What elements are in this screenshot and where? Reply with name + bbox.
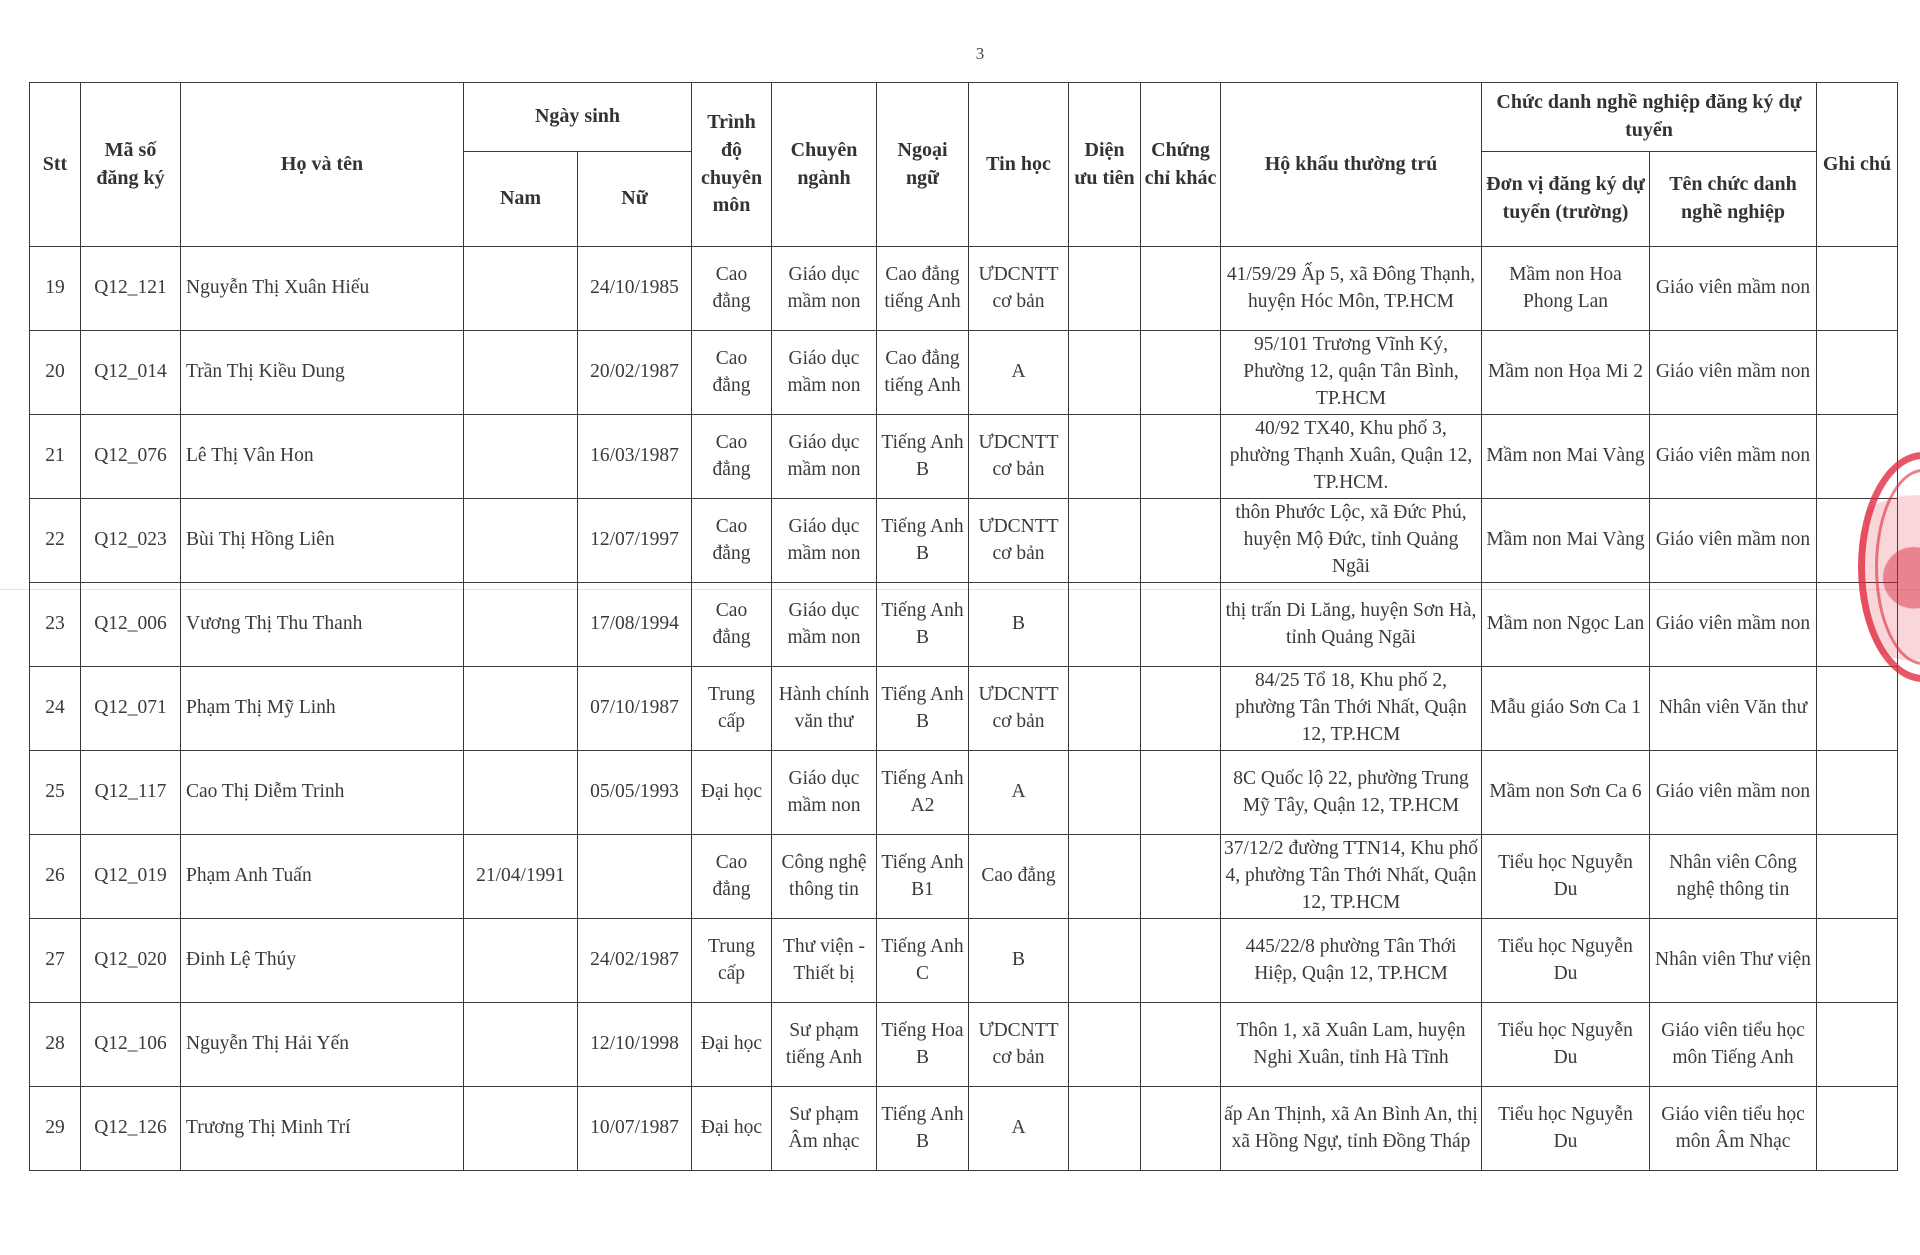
cell-it-skill: ƯDCNTT cơ bản bbox=[969, 499, 1069, 583]
table-row bbox=[30, 247, 1898, 331]
cell-stt: 25 bbox=[30, 751, 81, 835]
cell-qualification: Đại học bbox=[692, 751, 772, 835]
cell-foreign-language: Tiếng Anh B bbox=[877, 499, 969, 583]
cell-stt: 26 bbox=[30, 835, 81, 919]
cell-full-name: Lê Thị Vân Hon bbox=[181, 415, 464, 499]
cell-position-title: Giáo viên mầm non bbox=[1650, 415, 1817, 499]
cell-stt: 24 bbox=[30, 667, 81, 751]
cell-position-title: Giáo viên mầm non bbox=[1650, 247, 1817, 331]
cell-school: Tiểu học Nguyễn Du bbox=[1482, 1087, 1650, 1171]
cell-stt: 21 bbox=[30, 415, 81, 499]
cell-position-title: Giáo viên mầm non bbox=[1650, 583, 1817, 667]
cell-school: Mầm non Sơn Ca 6 bbox=[1482, 751, 1650, 835]
cell-foreign-language: Tiếng Anh B bbox=[877, 415, 969, 499]
page-number: 3 bbox=[975, 44, 985, 63]
cell-major: Giáo dục mầm non bbox=[772, 751, 877, 835]
cell-priority bbox=[1069, 583, 1141, 667]
cell-major: Hành chính văn thư bbox=[772, 667, 877, 751]
cell-full-name: Đinh Lệ Thúy bbox=[181, 919, 464, 1003]
header-residence: Hộ khẩu thường trú bbox=[1221, 83, 1482, 247]
cell-stt: 29 bbox=[30, 1087, 81, 1171]
cell-position-title: Giáo viên tiểu học môn Tiếng Anh bbox=[1650, 1003, 1817, 1087]
cell-other-certificates bbox=[1141, 415, 1221, 499]
cell-major: Công nghệ thông tin bbox=[772, 835, 877, 919]
cell-residence: 95/101 Trương Vĩnh Ký, Phường 12, quận Tân Bình, TP.HCM bbox=[1221, 331, 1482, 415]
header-date-of-birth: Ngày sinh bbox=[464, 83, 692, 152]
cell-residence: ấp An Thịnh, xã An Bình An, thị xã Hồng Ngự, tỉnh Đồng Tháp bbox=[1221, 1087, 1482, 1171]
cell-priority bbox=[1069, 331, 1141, 415]
cell-qualification: Cao đẳng bbox=[692, 415, 772, 499]
cell-dob-female bbox=[578, 835, 692, 919]
cell-major: Thư viện - Thiết bị bbox=[772, 919, 877, 1003]
cell-notes bbox=[1817, 667, 1898, 751]
cell-position-title: Giáo viên mầm non bbox=[1650, 499, 1817, 583]
cell-other-certificates bbox=[1141, 583, 1221, 667]
cell-registration-code: Q12_020 bbox=[81, 919, 181, 1003]
table-row bbox=[30, 499, 1898, 583]
header-full-name: Họ và tên bbox=[181, 83, 464, 247]
cell-residence: 37/12/2 đường TTN14, Khu phố 4, phường Tân Thới Nhất, Quận 12, TP.HCM bbox=[1221, 835, 1482, 919]
cell-position-title: Nhân viên Văn thư bbox=[1650, 667, 1817, 751]
cell-notes bbox=[1817, 247, 1898, 331]
cell-registration-code: Q12_006 bbox=[81, 583, 181, 667]
table-row bbox=[30, 583, 1898, 667]
cell-foreign-language: Tiếng Hoa B bbox=[877, 1003, 969, 1087]
cell-stt: 22 bbox=[30, 499, 81, 583]
cell-registration-code: Q12_076 bbox=[81, 415, 181, 499]
cell-position-title: Giáo viên tiểu học môn Âm Nhạc bbox=[1650, 1087, 1817, 1171]
cell-dob-female: 07/10/1987 bbox=[578, 667, 692, 751]
cell-notes bbox=[1817, 751, 1898, 835]
header-female: Nữ bbox=[578, 152, 692, 247]
header-it-skill: Tin học bbox=[969, 83, 1069, 247]
cell-stt: 28 bbox=[30, 1003, 81, 1087]
cell-qualification: Cao đẳng bbox=[692, 331, 772, 415]
cell-school: Mầm non Mai Vàng bbox=[1482, 415, 1650, 499]
cell-position-title: Nhân viên Công nghệ thông tin bbox=[1650, 835, 1817, 919]
cell-full-name: Cao Thị Diễm Trinh bbox=[181, 751, 464, 835]
header-position-title: Tên chức danh nghề nghiệp bbox=[1650, 152, 1817, 247]
cell-dob-male bbox=[464, 751, 578, 835]
cell-residence: 8C Quốc lộ 22, phường Trung Mỹ Tây, Quận 12, TP.HCM bbox=[1221, 751, 1482, 835]
cell-it-skill: ƯDCNTT cơ bản bbox=[969, 247, 1069, 331]
cell-major: Sư phạm tiếng Anh bbox=[772, 1003, 877, 1087]
cell-school: Tiểu học Nguyễn Du bbox=[1482, 1003, 1650, 1087]
cell-dob-female: 17/08/1994 bbox=[578, 583, 692, 667]
table-row bbox=[30, 919, 1898, 1003]
cell-other-certificates bbox=[1141, 751, 1221, 835]
cell-school: Mầm non Hoa Phong Lan bbox=[1482, 247, 1650, 331]
cell-residence: thị trấn Di Lăng, huyện Sơn Hà, tỉnh Quảng Ngãi bbox=[1221, 583, 1482, 667]
cell-it-skill: ƯDCNTT cơ bản bbox=[969, 667, 1069, 751]
cell-residence: Thôn 1, xã Xuân Lam, huyện Nghi Xuân, tỉnh Hà Tĩnh bbox=[1221, 1003, 1482, 1087]
cell-priority bbox=[1069, 1087, 1141, 1171]
cell-priority bbox=[1069, 499, 1141, 583]
cell-qualification: Trung cấp bbox=[692, 919, 772, 1003]
cell-position-title: Giáo viên mầm non bbox=[1650, 331, 1817, 415]
cell-major: Giáo dục mầm non bbox=[772, 583, 877, 667]
cell-registration-code: Q12_014 bbox=[81, 331, 181, 415]
cell-full-name: Phạm Thị Mỹ Linh bbox=[181, 667, 464, 751]
table-row bbox=[30, 667, 1898, 751]
cell-qualification: Cao đẳng bbox=[692, 583, 772, 667]
cell-dob-male bbox=[464, 667, 578, 751]
cell-school: Mầm non Mai Vàng bbox=[1482, 499, 1650, 583]
cell-qualification: Đại học bbox=[692, 1003, 772, 1087]
table-row bbox=[30, 1003, 1898, 1087]
header-major: Chuyên ngành bbox=[772, 83, 877, 247]
cell-position-title: Nhân viên Thư viện bbox=[1650, 919, 1817, 1003]
cell-registration-code: Q12_023 bbox=[81, 499, 181, 583]
header-school: Đơn vị đăng ký dự tuyển (trường) bbox=[1482, 152, 1650, 247]
cell-stt: 19 bbox=[30, 247, 81, 331]
cell-other-certificates bbox=[1141, 331, 1221, 415]
cell-foreign-language: Tiếng Anh B bbox=[877, 583, 969, 667]
cell-registration-code: Q12_106 bbox=[81, 1003, 181, 1087]
cell-other-certificates bbox=[1141, 1087, 1221, 1171]
cell-dob-female: 12/10/1998 bbox=[578, 1003, 692, 1087]
cell-foreign-language: Cao đẳng tiếng Anh bbox=[877, 247, 969, 331]
cell-qualification: Đại học bbox=[692, 1087, 772, 1171]
cell-other-certificates bbox=[1141, 247, 1221, 331]
cell-registration-code: Q12_019 bbox=[81, 835, 181, 919]
cell-school: Mầm non Họa Mi 2 bbox=[1482, 331, 1650, 415]
cell-full-name: Trần Thị Kiều Dung bbox=[181, 331, 464, 415]
cell-notes bbox=[1817, 835, 1898, 919]
cell-residence: 40/92 TX40, Khu phố 3, phường Thạnh Xuân, Quận 12, TP.HCM. bbox=[1221, 415, 1482, 499]
cell-it-skill: ƯDCNTT cơ bản bbox=[969, 415, 1069, 499]
cell-full-name: Nguyễn Thị Xuân Hiếu bbox=[181, 247, 464, 331]
table-row bbox=[30, 751, 1898, 835]
cell-other-certificates bbox=[1141, 667, 1221, 751]
cell-registration-code: Q12_121 bbox=[81, 247, 181, 331]
cell-dob-female: 20/02/1987 bbox=[578, 331, 692, 415]
cell-position-title: Giáo viên mầm non bbox=[1650, 751, 1817, 835]
cell-foreign-language: Tiếng Anh B bbox=[877, 1087, 969, 1171]
cell-registration-code: Q12_117 bbox=[81, 751, 181, 835]
cell-dob-male: 21/04/1991 bbox=[464, 835, 578, 919]
cell-it-skill: B bbox=[969, 919, 1069, 1003]
header-priority: Diện ưu tiên bbox=[1069, 83, 1141, 247]
cell-full-name: Nguyễn Thị Hải Yến bbox=[181, 1003, 464, 1087]
cell-priority bbox=[1069, 835, 1141, 919]
table-row bbox=[30, 1087, 1898, 1171]
cell-qualification: Cao đẳng bbox=[692, 835, 772, 919]
header-qualification: Trình độ chuyên môn bbox=[692, 83, 772, 247]
header-male: Nam bbox=[464, 152, 578, 247]
cell-dob-male bbox=[464, 247, 578, 331]
seal-inner-ring bbox=[1875, 469, 1920, 665]
header-foreign-language: Ngoại ngữ bbox=[877, 83, 969, 247]
cell-registration-code: Q12_071 bbox=[81, 667, 181, 751]
cell-residence: thôn Phước Lộc, xã Đức Phú, huyện Mộ Đức, tỉnh Quảng Ngãi bbox=[1221, 499, 1482, 583]
header-registration-code: Mã số đăng ký bbox=[81, 83, 181, 247]
cell-qualification: Cao đẳng bbox=[692, 247, 772, 331]
cell-school: Mẫu giáo Sơn Ca 1 bbox=[1482, 667, 1650, 751]
cell-dob-male bbox=[464, 415, 578, 499]
cell-dob-female: 12/07/1997 bbox=[578, 499, 692, 583]
cell-qualification: Trung cấp bbox=[692, 667, 772, 751]
cell-foreign-language: Tiếng Anh C bbox=[877, 919, 969, 1003]
cell-residence: 84/25 Tổ 18, Khu phố 2, phường Tân Thới Nhất, Quận 12, TP.HCM bbox=[1221, 667, 1482, 751]
cell-other-certificates bbox=[1141, 1003, 1221, 1087]
cell-full-name: Trương Thị Minh Trí bbox=[181, 1087, 464, 1171]
cell-priority bbox=[1069, 667, 1141, 751]
cell-major: Giáo dục mầm non bbox=[772, 247, 877, 331]
cell-school: Mầm non Ngọc Lan bbox=[1482, 583, 1650, 667]
cell-it-skill: A bbox=[969, 331, 1069, 415]
cell-it-skill: B bbox=[969, 583, 1069, 667]
cell-foreign-language: Tiếng Anh B1 bbox=[877, 835, 969, 919]
cell-major: Giáo dục mầm non bbox=[772, 331, 877, 415]
cell-dob-female: 24/10/1985 bbox=[578, 247, 692, 331]
cell-stt: 20 bbox=[30, 331, 81, 415]
cell-full-name: Vương Thị Thu Thanh bbox=[181, 583, 464, 667]
cell-it-skill: A bbox=[969, 1087, 1069, 1171]
cell-it-skill: Cao đẳng bbox=[969, 835, 1069, 919]
header-notes: Ghi chú bbox=[1817, 83, 1898, 247]
table-row bbox=[30, 415, 1898, 499]
candidate-table bbox=[29, 82, 1898, 1171]
cell-registration-code: Q12_126 bbox=[81, 1087, 181, 1171]
cell-major: Giáo dục mầm non bbox=[772, 499, 877, 583]
cell-stt: 23 bbox=[30, 583, 81, 667]
cell-full-name: Phạm Anh Tuấn bbox=[181, 835, 464, 919]
cell-major: Giáo dục mầm non bbox=[772, 415, 877, 499]
cell-dob-female: 05/05/1993 bbox=[578, 751, 692, 835]
cell-foreign-language: Tiếng Anh B bbox=[877, 667, 969, 751]
cell-priority bbox=[1069, 919, 1141, 1003]
cell-residence: 445/22/8 phường Tân Thới Hiệp, Quận 12, TP.HCM bbox=[1221, 919, 1482, 1003]
cell-dob-male bbox=[464, 1003, 578, 1087]
cell-dob-female: 16/03/1987 bbox=[578, 415, 692, 499]
cell-residence: 41/59/29 Ấp 5, xã Đông Thạnh, huyện Hóc Môn, TP.HCM bbox=[1221, 247, 1482, 331]
cell-dob-male bbox=[464, 583, 578, 667]
cell-dob-male bbox=[464, 499, 578, 583]
cell-priority bbox=[1069, 1003, 1141, 1087]
cell-dob-female: 10/07/1987 bbox=[578, 1087, 692, 1171]
cell-notes bbox=[1817, 331, 1898, 415]
header-stt: Stt bbox=[30, 83, 81, 247]
cell-stt: 27 bbox=[30, 919, 81, 1003]
cell-dob-female: 24/02/1987 bbox=[578, 919, 692, 1003]
header-other-certificates: Chứng chỉ khác bbox=[1141, 83, 1221, 247]
cell-it-skill: A bbox=[969, 751, 1069, 835]
cell-it-skill: ƯDCNTT cơ bản bbox=[969, 1003, 1069, 1087]
table-row bbox=[30, 835, 1898, 919]
cell-priority bbox=[1069, 247, 1141, 331]
cell-notes bbox=[1817, 1087, 1898, 1171]
cell-other-certificates bbox=[1141, 835, 1221, 919]
cell-school: Tiểu học Nguyễn Du bbox=[1482, 919, 1650, 1003]
header-position-group: Chức danh nghề nghiệp đăng ký dự tuyển bbox=[1482, 83, 1817, 152]
cell-priority bbox=[1069, 415, 1141, 499]
cell-foreign-language: Cao đẳng tiếng Anh bbox=[877, 331, 969, 415]
cell-foreign-language: Tiếng Anh A2 bbox=[877, 751, 969, 835]
cell-major: Sư phạm Âm nhạc bbox=[772, 1087, 877, 1171]
cell-full-name: Bùi Thị Hồng Liên bbox=[181, 499, 464, 583]
cell-notes bbox=[1817, 1003, 1898, 1087]
cell-qualification: Cao đẳng bbox=[692, 499, 772, 583]
cell-other-certificates bbox=[1141, 499, 1221, 583]
cell-other-certificates bbox=[1141, 919, 1221, 1003]
cell-notes bbox=[1817, 919, 1898, 1003]
table-row bbox=[30, 331, 1898, 415]
cell-dob-male bbox=[464, 1087, 578, 1171]
cell-dob-male bbox=[464, 919, 578, 1003]
cell-dob-male bbox=[464, 331, 578, 415]
cell-priority bbox=[1069, 751, 1141, 835]
table-body bbox=[30, 247, 1898, 1171]
cell-school: Tiểu học Nguyễn Du bbox=[1482, 835, 1650, 919]
